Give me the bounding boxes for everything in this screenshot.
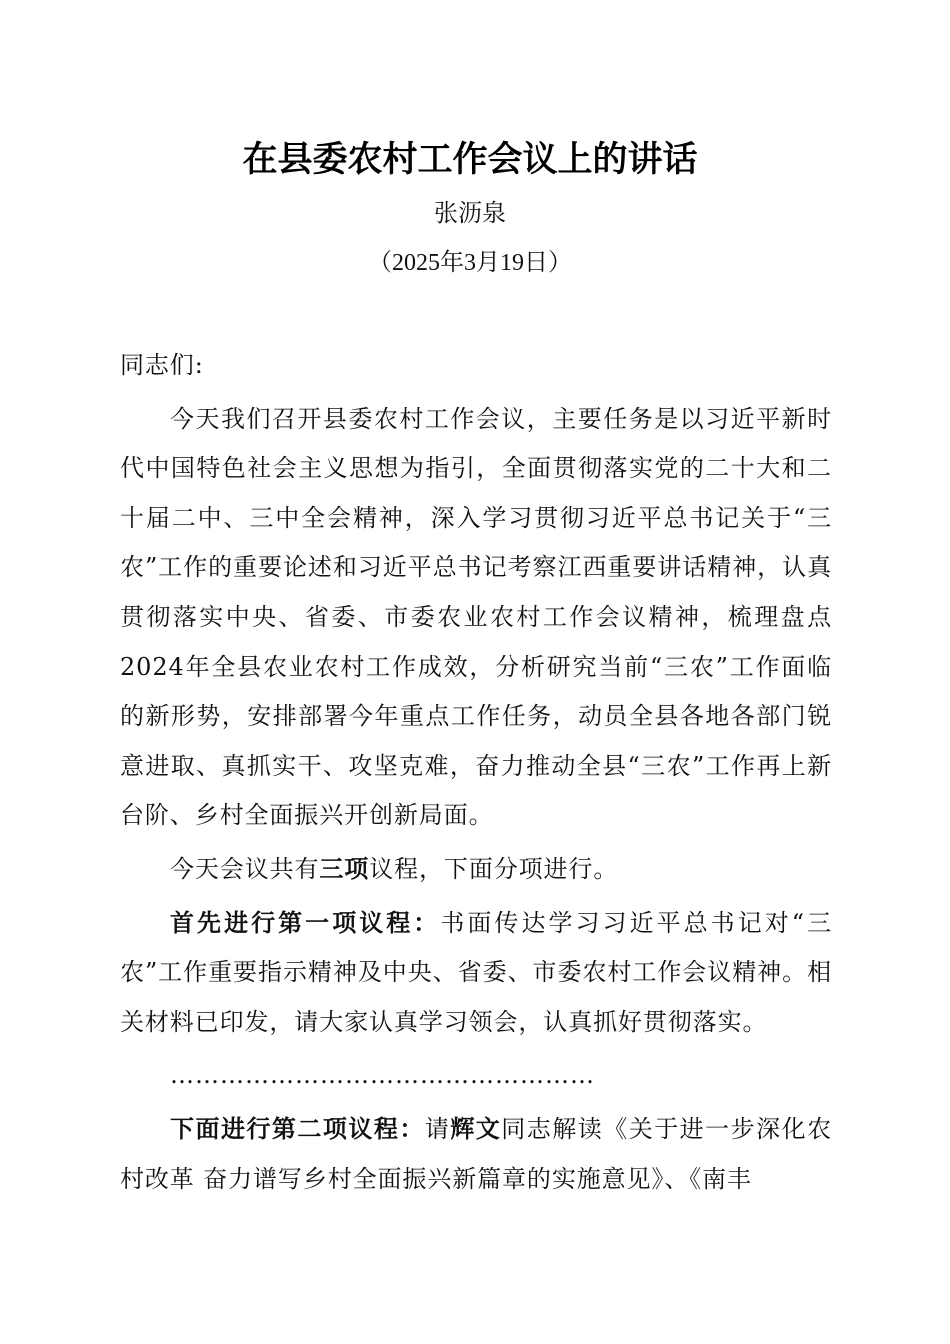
author-name: 张沥泉 [434,199,506,227]
agenda-two-prefix: 请 [424,1114,451,1143]
agenda-overview-prefix: 今天会议共有 [170,854,320,883]
agenda-one-heading: 首先进行第一项议程： [170,908,441,937]
speaker-name: 辉文 [450,1114,502,1143]
agenda-two-text: 同志解读《关于进一步深化农村改革 奋力谱写乡村全面振兴新篇章的实施意见》、《南丰 [120,1114,832,1193]
agenda-count: 三项 [319,854,370,883]
document-body [120,341,832,1204]
ellipsis-divider: …………………………………………… [170,1061,595,1090]
paragraph-agenda-one [120,899,832,1048]
document-title: 在县委农村工作会议上的讲话 [242,139,698,180]
agenda-one-text: 书面传达学习习近平总书记对“三农”工作重要指示精神及中央、省委、市委农村工作会议精神。相关材料已印发，请大家认真学习领会，认真抓好贯彻落实。 [120,908,832,1036]
paragraph-intro: 今天我们召开县委农村工作会议，主要任务是以习近平新时代中国特色社会主义思想为指引，全面贯彻落实党的二十大和二十届二中、三中全会精神，深入学习贯彻习近平总书记关于“三农”工作的重要论述和习近平总书记考察江西重要讲话精神，认真贯彻落实中央、省委、市委农业农村工作会议精神，梳理盘点2024年全县农业农村工作成效，分析研究当前“三农”工作面临的新形势，安排部署今年重点工作任务，动员全县各地各部门锐意进取、真抓实干、攻坚克难，奋力推动全县“三农”工作再上新台阶、乡村全面振兴开创新局面。 [120,404,832,830]
salutation: 同志们: [120,351,204,379]
paragraph-agenda-overview [120,845,832,895]
agenda-two-heading: 下面进行第二项议程： [170,1114,425,1143]
agenda-overview-suffix: 议程，下面分项进行。 [369,854,619,883]
paragraph-agenda-two [120,1105,832,1204]
speech-date: （2025年3月19日） [368,250,572,276]
